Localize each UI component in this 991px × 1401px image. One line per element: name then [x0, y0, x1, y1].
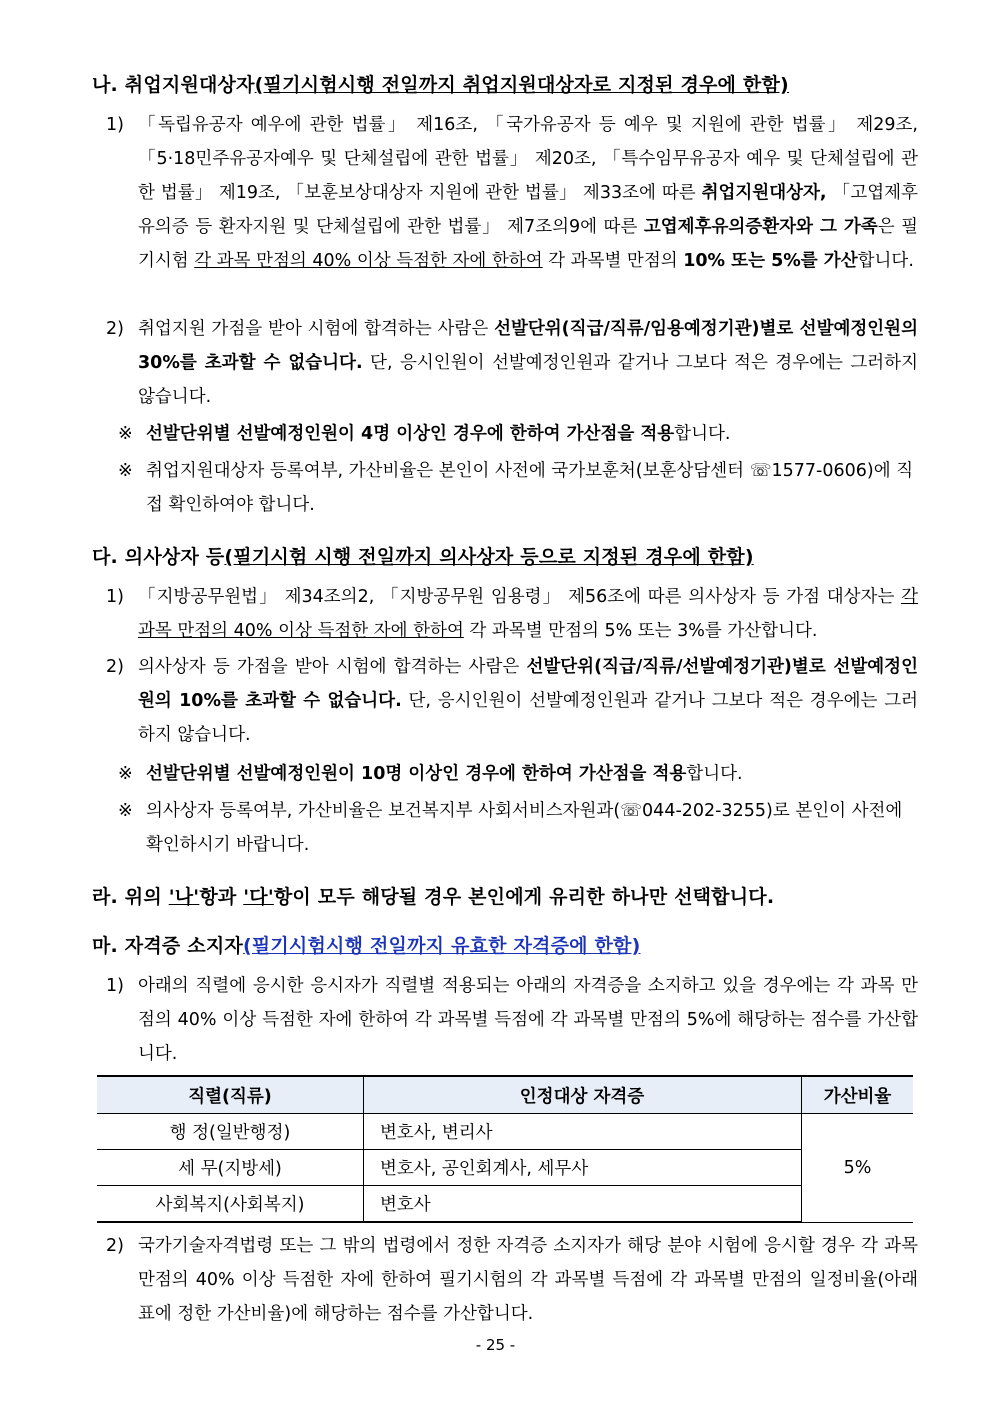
item-number: 2) [106, 319, 124, 339]
column-header-certificate: 인정대상 자격증 [364, 1076, 802, 1114]
heading-ma [92, 931, 641, 958]
ma-paragraph-2 [106, 1229, 918, 1331]
heading-ma-condition: (필기시험시행 전일까지 유효한 자격증에 한함) [242, 935, 641, 957]
da-paragraph-2-text [138, 650, 918, 752]
underlined-run: 각 과목 만점의 40% 이상 득점한 자에 한하여 [194, 251, 543, 271]
bold-run: 10% 또는 5%를 가산 [683, 251, 858, 271]
certificate-table [97, 1075, 913, 1223]
heading-da-label: 다. 의사상자 등 [92, 546, 225, 568]
column-header-series: 직렬(직류) [97, 1076, 364, 1114]
text-run: 「독립유공자 예우에 관한 법률」 제16조, 「국가유공자 등 예우 및 지원에 관한 법률」 제29조, 「5·18민주유공자예우 및 단체설립에 관한 법률」 제20조, 「특수임무유공자 예우 및 단체설립에 관한 법률」 제19조, 「보훈보상대상자 지원에 관한 법률」 제33조에 따른 [138, 115, 918, 203]
da-note-1 [118, 757, 918, 791]
rate-cell: 5% [802, 1114, 914, 1223]
item-number: 2) [106, 657, 124, 677]
na-note-1-text [146, 417, 918, 451]
text-run: 「지방공무원법」 제34조의2, 「지방공무원 임용령」 제56조에 따른 의사상자 등 가점 대상자는 [138, 587, 902, 607]
text-run: 「고엽제후유의증 등 환자지원 및 단체설립에 관한 법률」 제7조의9에 따른 [138, 183, 918, 237]
na-note-2-text: 취업지원대상자 등록여부, 가산비율은 본인이 사전에 국가보훈처(보훈상담센터 ☏1577-0606)에 직접 확인하여야 합니다. [146, 461, 914, 515]
da-paragraph-1-text [138, 580, 918, 648]
table-cell: 사회복지(사회복지) [97, 1186, 364, 1223]
table-cell: 변호사, 공인회계사, 세무사 [364, 1150, 802, 1186]
quoted-na: '나' [168, 886, 200, 908]
na-paragraph-2-text [138, 312, 918, 414]
table-cell: 변호사, 변리사 [364, 1114, 802, 1150]
underlined-run: 각 과목 만점의 40% 이상 득점한 자에 한하여 [138, 587, 918, 641]
heading-ra [92, 882, 774, 909]
note-mark: ※ [118, 424, 133, 444]
item-number: 1) [106, 976, 124, 996]
na-paragraph-2 [106, 312, 918, 414]
column-header-rate: 가산비율 [802, 1076, 914, 1114]
da-note-2-text: 의사상자 등록여부, 가산비율은 보건복지부 사회서비스자원과(☏044-202-3255)로 본인이 사전에 확인하시기 바랍니다. [146, 801, 903, 855]
text-run: 각 과목별 만점의 5% 또는 3%를 가산합니다. [463, 621, 818, 641]
text-run: 취업지원 가점을 받아 시험에 합격하는 사람은 [138, 319, 495, 339]
heading-na [92, 70, 789, 97]
table-cell: 세 무(지방세) [97, 1150, 364, 1186]
bold-run: 고엽제후유의증환자와 그 가족 [643, 217, 878, 237]
ma-paragraph-1 [106, 969, 918, 1071]
bold-run: 선발단위(직급/직류/선발예정기관)별로 선발예정인원의 10%를 초과할 수 없습니다. [138, 657, 918, 711]
table-row [97, 1150, 913, 1186]
text-run: 각 과목별 만점의 [542, 251, 684, 271]
table-header-row [97, 1076, 913, 1114]
da-paragraph-2 [106, 650, 918, 752]
bold-run: 선발단위(직급/직류/임용예정기관)별로 선발예정인원의 30%를 초과할 수 없습니다. [138, 319, 918, 373]
text-run: 라. 위의 [92, 886, 169, 908]
text-run: 합니다. [857, 251, 914, 271]
note-mark: ※ [118, 461, 133, 481]
da-paragraph-1 [106, 580, 918, 648]
da-note-2 [118, 794, 918, 862]
text-run: 합니다. [686, 764, 743, 784]
item-number: 2) [106, 1236, 124, 1256]
ma-paragraph-2-text: 국가기술자격법령 또는 그 밖의 법령에서 정한 자격증 소지자가 해당 분야 시험에 응시할 경우 각 과목 만점의 40% 이상 득점한 자에 한하여 필기시험의 각 과목별 득점에 각 과목별 만점의 일정비율(아래 표에 정한 가산비율)에 해당하는 점수를 가산합니다. [138, 1236, 918, 1324]
page-number: - 25 - [475, 1336, 516, 1354]
item-number: 1) [106, 587, 124, 607]
heading-na-label: 나. 취업지원대상자 [92, 74, 255, 96]
text-run: 단, 응시인원이 선발예정인원과 같거나 그보다 적은 경우에는 그러하지 않습니다. [138, 353, 918, 407]
na-paragraph-1 [106, 108, 918, 278]
quoted-da: '다' [243, 886, 274, 908]
na-note-1 [118, 417, 918, 451]
heading-ma-label: 마. 자격증 소지자 [92, 935, 243, 957]
heading-na-condition: (필기시험시행 전일까지 취업지원대상자로 지정된 경우에 한함) [254, 74, 789, 96]
table-row [97, 1186, 913, 1223]
note-mark: ※ [118, 801, 133, 821]
bold-run: 선발단위별 선발예정인원이 10명 이상인 경우에 한하여 가산점을 적용 [146, 764, 687, 784]
text-run: 단, 응시인원이 선발예정인원과 같거나 그보다 적은 경우에는 그러하지 않습니다. [138, 691, 918, 745]
heading-da-condition: (필기시험 시행 전일까지 의사상자 등으로 지정된 경우에 한함) [224, 546, 754, 568]
bold-run: 취업지원대상자, [701, 183, 827, 203]
text-run: 합니다. [674, 424, 731, 444]
na-paragraph-1-text [138, 108, 918, 278]
table-cell: 행 정(일반행정) [97, 1114, 364, 1150]
text-run: 항이 모두 해당될 경우 본인에게 유리한 하나만 선택합니다. [273, 886, 775, 908]
na-note-2 [118, 454, 918, 522]
da-note-1-text [146, 757, 918, 791]
note-mark: ※ [118, 764, 133, 784]
text-run: 의사상자 등 가점을 받아 시험에 합격하는 사람은 [138, 657, 527, 677]
text-run: 은 필기시험 [138, 217, 918, 271]
table-row [97, 1114, 913, 1150]
item-number: 1) [106, 115, 124, 135]
bold-run: 선발단위별 선발예정인원이 4명 이상인 경우에 한하여 가산점을 적용 [146, 424, 675, 444]
heading-da [92, 542, 754, 569]
table-cell: 변호사 [364, 1186, 802, 1223]
text-run: 항과 [199, 886, 244, 908]
ma-paragraph-1-text: 아래의 직렬에 응시한 응시자가 직렬별 적용되는 아래의 자격증을 소지하고 있을 경우에는 각 과목 만점의 40% 이상 득점한 자에 한하여 각 과목별 득점에 각 과목별 만점의 5%에 해당하는 점수를 가산합니다. [138, 976, 918, 1064]
